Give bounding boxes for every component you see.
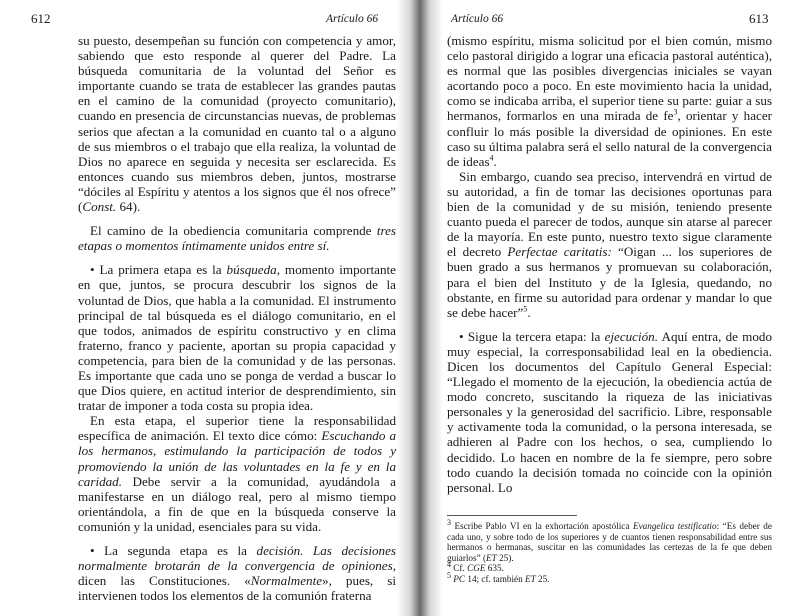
footnote-3: $^3$ Escribe Pablo VI en la exhortación apostólica Evangelica testificatio: “Es deber de cada uno, y sobre todo de los superiores y de cuantos tienen responsabilidad entre sus hermanos o hermanas, suscitar en las comunidades las certezas de la fe que deben guiarlos” (ET 25). (447, 517, 772, 563)
footnote-5: $^5$ PC 14; cf. también ET 25. (447, 570, 550, 584)
footnote-4: $^4$ Cf. CGE 635. (447, 560, 504, 574)
footnote-ref-5: 5 (523, 304, 528, 314)
right-running-head: Artículo 66 (451, 13, 504, 25)
left-page-number: 612 (31, 11, 51, 26)
footnote-ref-3: 3 (673, 108, 678, 118)
left-running-head: Artículo 66 (326, 13, 379, 25)
left-paragraph-5: • La segunda etapa es la decisión. Las decisiones normalmente brotarán de la convergencia de opiniones, dicen las Constituciones. «Normalmente», pues, si intervienen todos los elementos de la comunión fraterna (78, 543, 397, 604)
left-paragraph-3: • La primera etapa es la búsqueda, momento importante en que, juntos, se procura descubrir los signos de la voluntad de Dios, que habla a la comunidad. El instrumento principal de tal búsqueda es el diálogo comunitario, en el que todos, animados de espíritu constructivo y en clima fraterno, franco y paciente, aportan su propia capacidad y competencia, para bien de la comunidad y de las personas. Es importante que cada uno se ponga de verdad a buscar lo que Dios quiere, en actitud interior de desprendimiento, sin tratar de imponer a toda costa su propia idea. (78, 262, 396, 414)
left-paragraph-2: El camino de la obediencia comunitaria comprende tres etapas o momentos íntimamente unidos entre sí. (78, 223, 396, 254)
footnotes (447, 517, 772, 585)
left-paragraph-1: su puesto, desempeñan su función con competencia y amor, sabiendo que esto responde al querer del Padre. La búsqueda comunitaria de la voluntad del Señor es importante cuando se trata de establecer las grandes pautas en el camino de la comunidad (proyecto comunitario), cuando en presencia de circunstancias nuevas, de problemas serios que afectan a la comunidad en cuanto tal o a alguno de sus miembros o el trabajo que ella realiza, la voluntad de Dios no aparece en seguida y necesita ser esclarecida. Es entonces cuando sus miembros deben, juntos, mostrarse “dóciles al Espíritu y atentos a los signos que él nos ofrece” (Const. 64). (78, 33, 396, 215)
footnote-rule (447, 515, 577, 516)
left-paragraph-4: En esta etapa, el superior tiene la responsabilidad específica de animación. El texto dice cómo: Escuchando a los hermanos, estimulando la participación de todos y promoviendo la unión de las voluntades en la fe y en la caridad. Debe servir a la comunidad, ayudándola a manifestarse en un diálogo real, pero al mismo tiempo orientándola, a fin de que en la búsqueda conserve la comunión y la unidad, esenciales para su vida. (78, 413, 396, 534)
footnote-ref-4: 4 (489, 153, 494, 163)
left-body (78, 33, 396, 603)
right-paragraph-3: • Sigue la tercera etapa: la ejecución. Aquí entra, de modo muy especial, la corresponsabilidad leal en la obediencia. Dicen los documentos del Capítulo General Especial: “Llegado el momento de la ejecución, la obediencia actúa de modo concreto, suscitando la riqueza de las iniciativas personales y la generosidad del sacrificio. Libre, responsable y activamente toda la comunidad, o la persona interesada, se adhieren al Padre con los hechos, o sea, cumpliendo lo decidido. Lo hacen en nombre de la fe siempre, pero sobre todo cuando la decisión tomada no coincide con la opinión personal. Lo (447, 328, 773, 495)
right-paragraph-2: Sin embargo, cuando sea preciso, intervendrá en virtud de su autoridad, a fin de tomar las decisiones oportunas para bien de la comunidad y de su misión, teniendo presente cuanto pueda el parecer de todos, aunque sin atarse al parecer de la mayoría. En este punto, nuestro texto sigue claramente el decreto Perfectae caritatis: “Oigan ... los superiores de buen grado a sus hermanos y promuevan su colaboración, para el bien del Instituto y de la Iglesia, quedando, no obstante, en firme su autoridad para ordenar y mandar lo que se debe hacer”$^5$. (447, 168, 772, 320)
book-gutter-shadow (397, 0, 443, 616)
right-page-number: 613 (749, 11, 769, 26)
left-page (0, 0, 397, 616)
right-body (447, 33, 772, 495)
right-paragraph-1: (mismo espíritu, misma solicitud por el bien común, mismo celo pastoral dirigido a lograr una eficacia pastoral auténtica), es normal que las posibles divergencias iniciales se vayan acortando poco a poco. En este movimiento hacia la unidad, como se indicaba arriba, el superior tiene su parte: guiar a sus hermanos, formarlos en una mirada de $fe^3$, orientar y hacer confluir lo más posible la diversidad de opiniones. En este caso su última palabra será el sello natural de la convergencia de ideas$^4$. (447, 33, 773, 169)
right-page (443, 0, 809, 616)
